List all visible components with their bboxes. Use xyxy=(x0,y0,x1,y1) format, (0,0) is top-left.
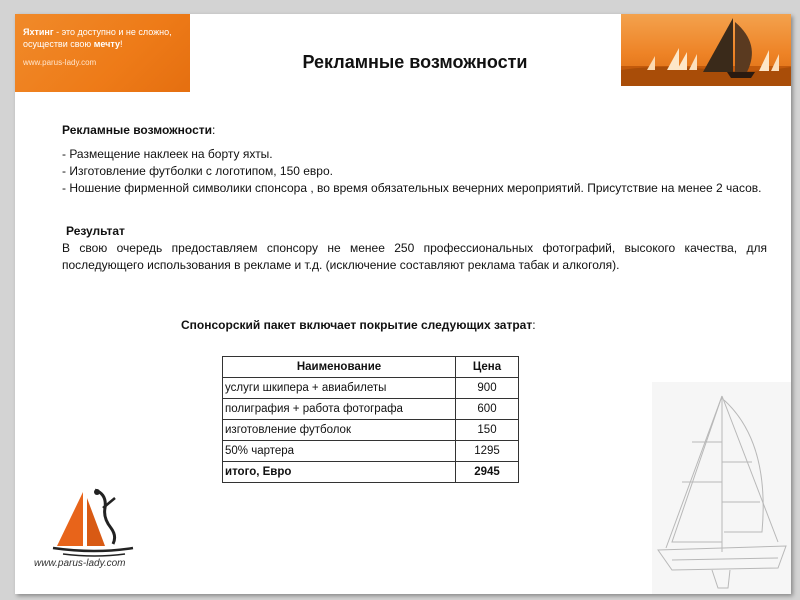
banner-tagline xyxy=(23,26,183,50)
regatta-photo-icon xyxy=(621,14,791,86)
sponsor-line-text: Спонсорский пакет включает покрытие следующих затрат xyxy=(181,318,533,332)
section-ad-heading xyxy=(62,122,767,138)
header-name: Наименование xyxy=(223,357,456,378)
cell-name: услуги шкипера + авиабилеты xyxy=(223,378,456,399)
banner-url: www.parus-lady.com xyxy=(23,58,97,67)
cell-price: 900 xyxy=(456,378,519,399)
banner-left xyxy=(15,14,190,92)
tagline-rest: - это доступно и не сложно, осуществи свою xyxy=(23,27,172,49)
table-row xyxy=(223,399,519,420)
footer-url: www.parus-lady.com xyxy=(34,558,126,569)
section-heading: Рекламные возможности xyxy=(62,123,213,137)
section-heading-suffix: : xyxy=(212,123,216,137)
table-total-row xyxy=(223,462,519,483)
table-row xyxy=(223,441,519,462)
list-item: - Ношение фирменной символики спонсора , во время обязательных вечерних мероприятий. Присутствие на менее 2 часов. xyxy=(62,181,762,195)
page xyxy=(15,14,791,594)
tagline-accent: мечту xyxy=(93,39,120,49)
header-price: Цена xyxy=(456,357,519,378)
page-title: Рекламные возможности xyxy=(302,52,528,72)
cell-name: изготовление футболок xyxy=(223,420,456,441)
list-item: - Размещение наклеек на борту яхты. xyxy=(62,147,273,161)
sponsor-line xyxy=(181,318,536,332)
cell-name: 50% чартера xyxy=(223,441,456,462)
list-item: - Изготовление футболки с логотипом, 150 евро. xyxy=(62,164,333,178)
sailing-logo-icon xyxy=(45,484,155,559)
sponsor-line-suffix: : xyxy=(532,318,536,332)
yacht-sketch-icon xyxy=(652,382,791,594)
total-label: итого, Евро xyxy=(223,462,456,483)
costs-table xyxy=(222,356,519,483)
table-row xyxy=(223,420,519,441)
table-header-row xyxy=(223,357,519,378)
cell-name: полиграфия + работа фотографа xyxy=(223,399,456,420)
tagline-bold: Яхтинг xyxy=(23,27,54,37)
table-row xyxy=(223,378,519,399)
result-text: В свою очередь предоставляем спонсору не менее 250 профессиональных фотографий, высокого качества, для последующего использования в рекламе и т.д. (исключение составляют реклама табак и алкоголя). xyxy=(62,241,767,272)
tagline-end: ! xyxy=(120,39,123,49)
result-heading: Результат xyxy=(66,224,125,238)
cell-price: 1295 xyxy=(456,441,519,462)
total-value: 2945 xyxy=(456,462,519,483)
ad-options-list xyxy=(62,146,767,197)
cell-price: 600 xyxy=(456,399,519,420)
cell-price: 150 xyxy=(456,420,519,441)
